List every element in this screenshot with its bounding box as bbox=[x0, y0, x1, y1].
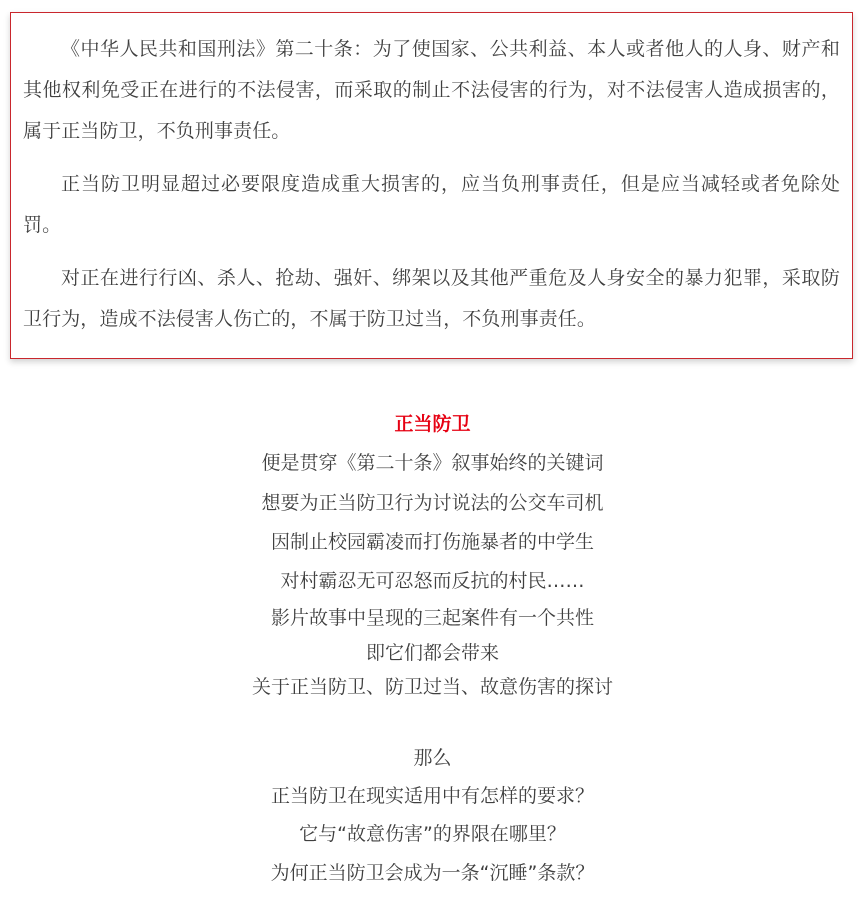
law-quote-box bbox=[10, 12, 853, 359]
text-line-1: 便是贯穿《第二十条》叙事始终的关键词 bbox=[261, 452, 604, 474]
text-line-4: 对村霸忍无可忍怒而反抗的村民…… bbox=[280, 570, 585, 592]
law-paragraph-1: 《中华人民共和国刑法》第二十条：为了使国家、公共利益、本人或者他人的人身、财产和其他权利免受正在进行的不法侵害，而采取的制止不法侵害的行为，对不法侵害人造成损害的，属于正当防卫，不负刑事责任。 bbox=[23, 38, 840, 142]
text-line-3: 因制止校园霸凌而打伤施暴者的中学生 bbox=[270, 531, 594, 553]
text-line-11: 为何正当防卫会成为一条“沉睡”条款？ bbox=[270, 862, 595, 884]
section-heading: 正当防卫 bbox=[394, 413, 471, 435]
text-line-8: 那么 bbox=[413, 747, 452, 769]
text-line-6: 即它们都会带来 bbox=[365, 642, 499, 664]
law-paragraph-3: 对正在进行行凶、杀人、抢劫、强奸、绑架以及其他严重危及人身安全的暴力犯罪，采取防卫行为，造成不法侵害人伤亡的，不属于防卫过当，不负刑事责任。 bbox=[23, 267, 840, 330]
text-line-5: 影片故事中呈现的三起案件有一个共性 bbox=[270, 607, 594, 629]
law-paragraph-2: 正当防卫明显超过必要限度造成重大损害的，应当负刑事责任，但是应当减轻或者免除处罚。 bbox=[23, 173, 840, 236]
text-line-10: 它与“故意伤害”的界限在哪里？ bbox=[299, 823, 566, 845]
text-line-2: 想要为正当防卫行为讨说法的公交车司机 bbox=[261, 492, 604, 514]
text-line-9: 正当防卫在现实适用中有怎样的要求？ bbox=[270, 785, 594, 807]
text-line-7: 关于正当防卫、防卫过当、故意伤害的探讨 bbox=[251, 676, 613, 698]
